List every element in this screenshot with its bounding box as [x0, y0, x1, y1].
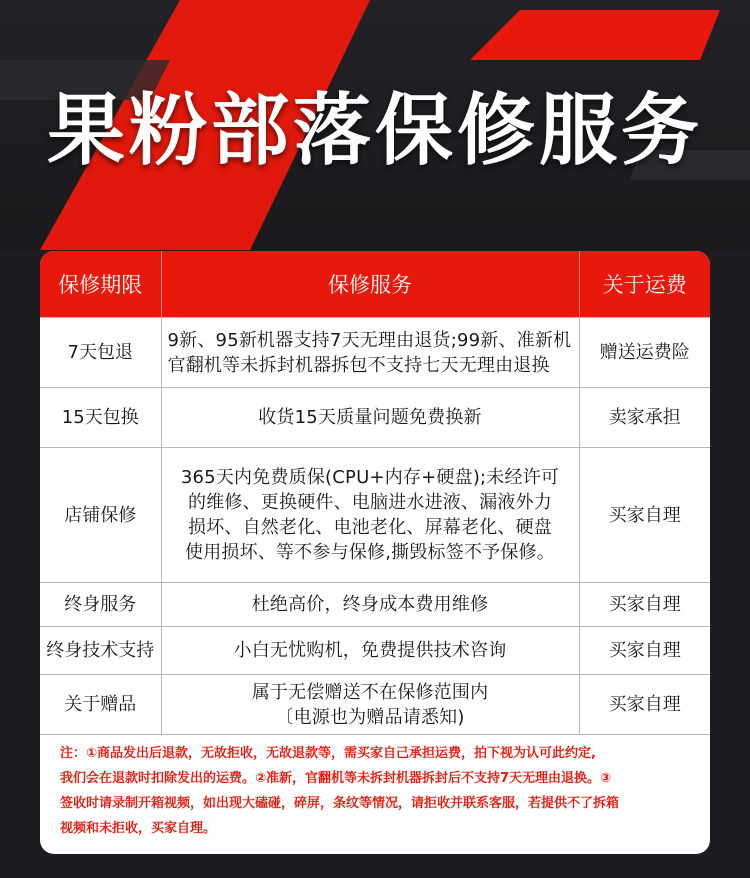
table-row: [40, 583, 710, 627]
row-shipping: 买家自理: [579, 583, 710, 627]
row-service: [161, 627, 579, 675]
note-line: 签收时请录制开箱视频，如出现大磕碰，碎屏，条纹等情况，请拒收并联系客服，若提供不了拆箱: [60, 796, 620, 811]
row-shipping: 买家自理: [579, 675, 710, 735]
header-period: 保修期限: [40, 251, 161, 318]
row-period: 关于赠品: [40, 675, 161, 735]
table-row: [40, 388, 710, 448]
row-period: 店铺保修: [40, 448, 161, 583]
row-period: 7天包退: [40, 318, 161, 388]
service-line: 收货15天质量问题免费换新: [258, 407, 482, 428]
disclaimer-note: [40, 735, 710, 841]
row-service: [161, 583, 579, 627]
row-shipping: 买家自理: [579, 627, 710, 675]
service-line: 官翻机等未拆封机器拆包不支持七天无理由退换: [167, 354, 550, 376]
table-row: [40, 318, 710, 388]
service-line: 使用损坏、等不参与保修,撕毁标签不予保修。: [185, 542, 555, 563]
table-row: [40, 675, 710, 735]
hero-banner: [0, 0, 750, 250]
service-line: 的维修、更换硬件、电脑进水进液、漏液外力: [188, 492, 552, 513]
row-service: [161, 448, 579, 583]
service-line: 杜绝高价，终身成本费用维修: [251, 594, 489, 615]
row-shipping: 买家自理: [579, 448, 710, 583]
row-service: [161, 388, 579, 448]
warranty-card: [40, 251, 710, 854]
service-line: 属于无偿赠送不在保修范围内: [251, 681, 489, 703]
row-period: 终身技术支持: [40, 627, 161, 675]
service-line: 损坏、自然老化、电池老化、屏幕老化、硬盘: [188, 517, 552, 538]
service-line: 365天内免费质保(CPU+内存+硬盘);未经许可: [180, 467, 560, 488]
service-line: 〔电源也为赠品请悉知): [275, 706, 465, 728]
row-service: [161, 318, 579, 388]
table-header-row: [40, 251, 710, 318]
note-line: 视频和未拒收，买家自理。: [60, 821, 217, 836]
page-title: 果粉部落保修服务: [46, 86, 703, 176]
service-line: 9新、95新机器支持7天无理由退货;99新、准新机: [167, 329, 572, 351]
header-shipping: 关于运费: [579, 251, 710, 318]
header-service: 保修服务: [161, 251, 579, 318]
note-line: 我们会在退款时扣除发出的运费。②准新，官翻机等未拆封机器拆封后不支持7天无理由退换。③: [60, 771, 612, 786]
row-shipping: 赠送运费险: [579, 318, 710, 388]
note-line: 注：①商品发出后退款，无故拒收，无故退款等，需买家自己承担运费，拍下视为认可此约定,: [60, 746, 596, 761]
row-period: 15天包换: [40, 388, 161, 448]
warranty-table: [40, 251, 710, 735]
row-shipping: 卖家承担: [579, 388, 710, 448]
row-period: 终身服务: [40, 583, 161, 627]
table-row: [40, 627, 710, 675]
service-line: 小白无忧购机，免费提供技术咨询: [233, 640, 507, 661]
row-service: [161, 675, 579, 735]
table-row: [40, 448, 710, 583]
